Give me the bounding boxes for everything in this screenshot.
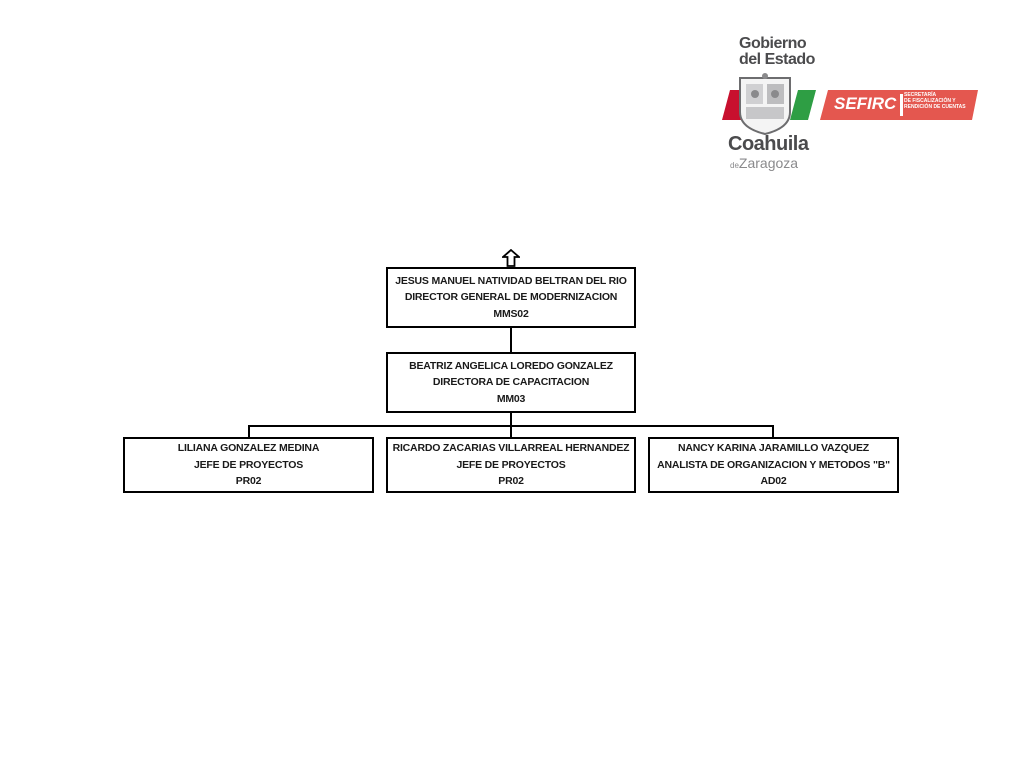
position-code: MMS02 [493, 307, 529, 320]
person-name: JESUS MANUEL NATIVIDAD BELTRAN DEL RIO [395, 274, 627, 287]
org-box-staff[interactable] [386, 437, 636, 493]
logo-sefirc-sub-line: SECRETARÍA [904, 92, 937, 98]
org-box-staff[interactable] [123, 437, 374, 493]
org-box-director-general[interactable] [386, 267, 636, 328]
connector-line [510, 327, 512, 353]
position-title: ANALISTA DE ORGANIZACION Y METODOS "B" [657, 458, 890, 471]
position-code: PR02 [235, 475, 262, 488]
connector-line [248, 425, 773, 427]
logo-sefirc-sub-line: DE FISCALIZACIÓN Y [904, 98, 956, 104]
logo-zaragoza-line [730, 156, 798, 170]
logo-sefirc-text: SEFIRC [834, 94, 897, 113]
gobierno-coahuila-sefirc-logo [712, 34, 982, 176]
position-code: AD02 [760, 475, 787, 488]
person-name: LILIANA GONZALEZ MEDINA [177, 442, 320, 455]
person-name: NANCY KARINA JARAMILLO VAZQUEZ [678, 442, 869, 455]
person-name: BEATRIZ ANGELICA LOREDO GONZALEZ [409, 359, 613, 372]
logo-del-estado-text: del Estado [739, 51, 815, 68]
logo-coahuila-text: Coahuila [728, 133, 809, 155]
position-title: DIRECTORA DE CAPACITACION [432, 376, 590, 389]
position-title: JEFE DE PROYECTOS [193, 458, 304, 471]
logo-sefirc-sub-line: RENDICIÓN DE CUENTAS [904, 104, 966, 110]
coat-of-arms-icon [734, 72, 796, 136]
org-box-directora-capacitacion[interactable] [386, 352, 636, 413]
position-code: PR02 [498, 475, 524, 488]
logo-de-text: de [730, 161, 739, 170]
up-arrow-icon[interactable] [502, 249, 520, 267]
logo-zaragoza-text: Zaragoza [738, 155, 799, 171]
person-name: RICARDO ZACARIAS VILLARREAL HERNANDEZ [392, 442, 630, 455]
logo-sefirc-subtitle [904, 92, 964, 110]
position-code: MM03 [496, 392, 526, 405]
logo-gobierno-text: Gobierno [739, 35, 807, 52]
org-box-staff[interactable] [648, 437, 899, 493]
position-title: DIRECTOR GENERAL DE MODERNIZACION [404, 291, 618, 304]
position-title: JEFE DE PROYECTOS [456, 458, 566, 471]
